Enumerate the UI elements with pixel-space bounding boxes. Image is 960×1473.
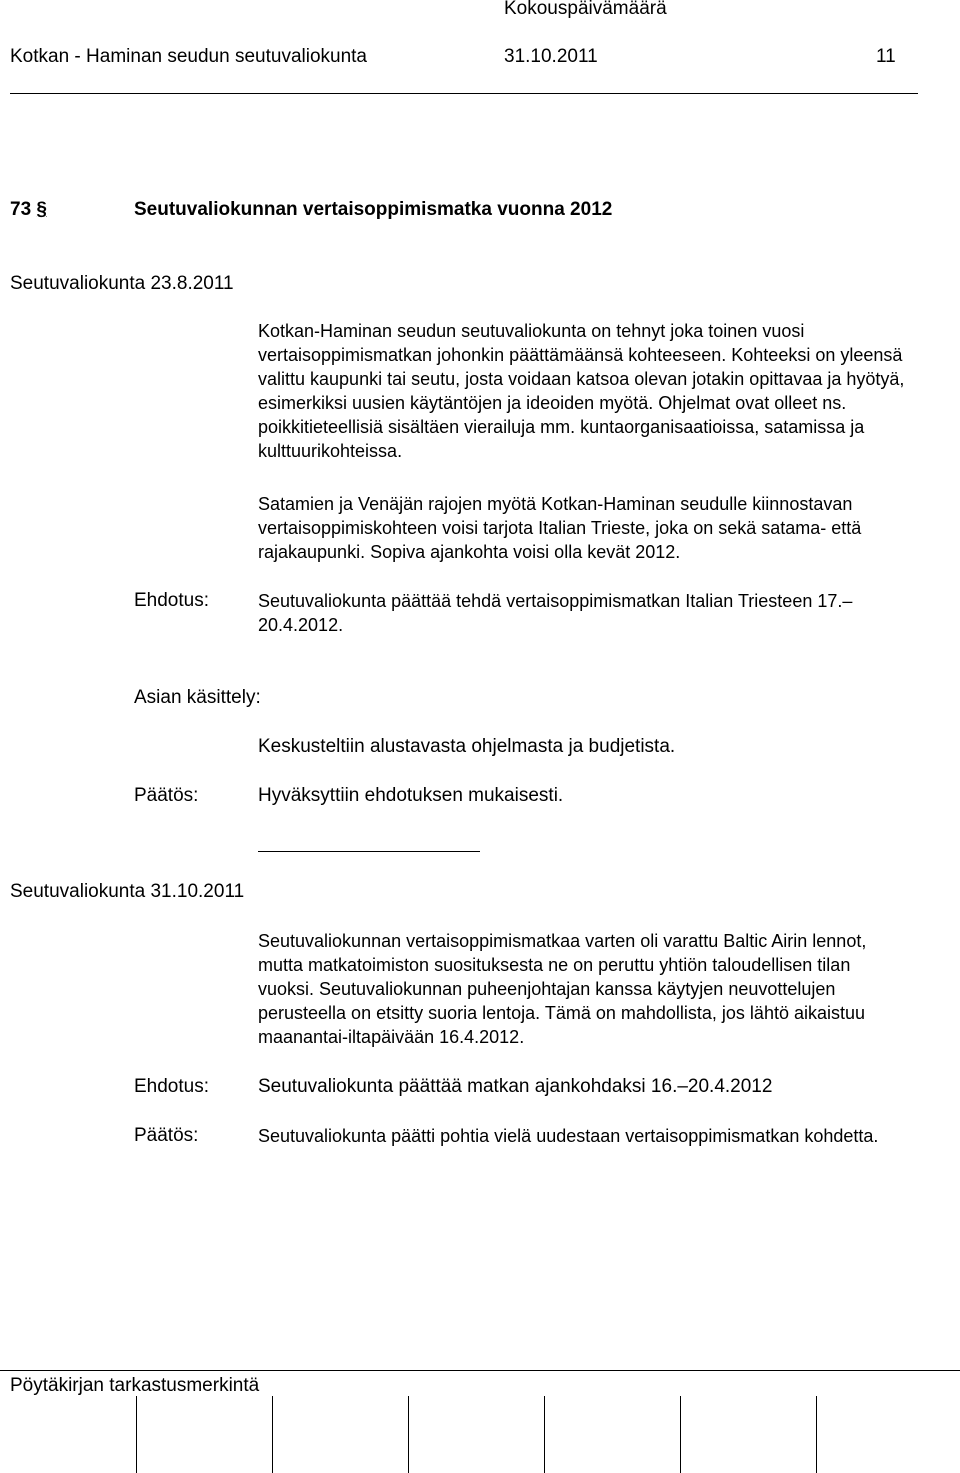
page-number: 11 — [876, 46, 896, 67]
meeting-1-decision-label: Päätös: — [134, 785, 199, 806]
footer-divider-3 — [408, 1396, 409, 1473]
footer-divider-5 — [680, 1396, 681, 1473]
footer-label: Pöytäkirjan tarkastusmerkintä — [10, 1375, 260, 1396]
meeting-1-intro: Kotkan-Haminan seudun seutuvaliokunta on tehnyt joka toinen vuosi vertaisoppimismatkan johonkin päättämäänsä kohteeseen. Kohteeksi on yleensä valittu kaupunki tai seutu, josta voidaan katsoa olevan jotakin opittavaa ja hyötyä, esimerkiksi uusien käytäntöjen ja ideoiden myötä. Ohjelmat ovat olleet ns. poikkitieteellisiä sisältäen vierailuja mm. kuntaorganisaatioissa, satamissa ja kulttuurikohteissa. — [258, 321, 905, 461]
footer-divider-6 — [816, 1396, 817, 1473]
meeting-1-label: Seutuvaliokunta 23.8.2011 — [10, 273, 234, 294]
header-divider — [10, 93, 918, 94]
meeting-date: 31.10.2011 — [504, 46, 598, 67]
footer-divider-2 — [272, 1396, 273, 1473]
section-number: 73 § — [10, 199, 47, 220]
footer-divider-1 — [136, 1396, 137, 1473]
meeting-1-proposal-text: Seutuvaliokunta päättää tehdä vertaisoppimismatkan Italian Triesteen 17.–20.4.2012. — [258, 591, 853, 635]
meeting-2-label: Seutuvaliokunta 31.10.2011 — [10, 881, 245, 902]
organization-name: Kotkan - Haminan seudun seutuvaliokunta — [10, 46, 368, 67]
meeting-1-proposal-paragraph: Satamien ja Venäjän rajojen myötä Kotkan-Haminan seudulle kiinnostavan vertaisoppimiskohteen voisi tarjota Italian Trieste, joka on sekä satama- että rajakaupunki. Sopiva ajankohta voisi olla kevät 2012. — [258, 494, 862, 562]
meeting-2-intro: Seutuvaliokunnan vertaisoppimismatkaa varten oli varattu Baltic Airin lennot, mutta matkatoimiston suosituksesta ne on peruttu yhtiön taloudellisen tilan vuoksi. Seutuvaliokunnan puheenjohtajan kanssa käytyjen neuvottelujen perusteella on etsitty suoria lentoja. Tämä on mahdollista, jos lähtö aikaistuu maanantai-iltapäivään 16.4.2012. — [258, 931, 867, 1047]
footer-divider-4 — [544, 1396, 545, 1473]
meeting-1-decision-text: Hyväksyttiin ehdotuksen mukaisesti. — [258, 785, 564, 806]
meeting-2-proposal-text: Seutuvaliokunta päättää matkan ajankohdaksi 16.–20.4.2012 — [258, 1076, 773, 1097]
meeting-2-decision-label: Päätös: — [134, 1125, 199, 1146]
meeting-1-proposal-label: Ehdotus: — [134, 590, 209, 611]
meeting-1-handling-text: Keskusteltiin alustavasta ohjelmasta ja budjetista. — [258, 736, 676, 757]
date-label: Kokouspäivämäärä — [504, 0, 667, 19]
section-sign: § — [36, 199, 47, 220]
meeting-2-proposal-label: Ehdotus: — [134, 1076, 209, 1097]
meeting-1-handling-label: Asian käsittely: — [134, 687, 261, 708]
separator-line — [258, 851, 480, 852]
footer-top-line — [0, 1370, 960, 1371]
meeting-2-decision-text: Seutuvaliokunta päätti pohtia vielä uudestaan vertaisoppimismatkan kohdetta. — [258, 1126, 879, 1146]
section-title: Seutuvaliokunnan vertaisoppimismatka vuonna 2012 — [134, 199, 613, 220]
